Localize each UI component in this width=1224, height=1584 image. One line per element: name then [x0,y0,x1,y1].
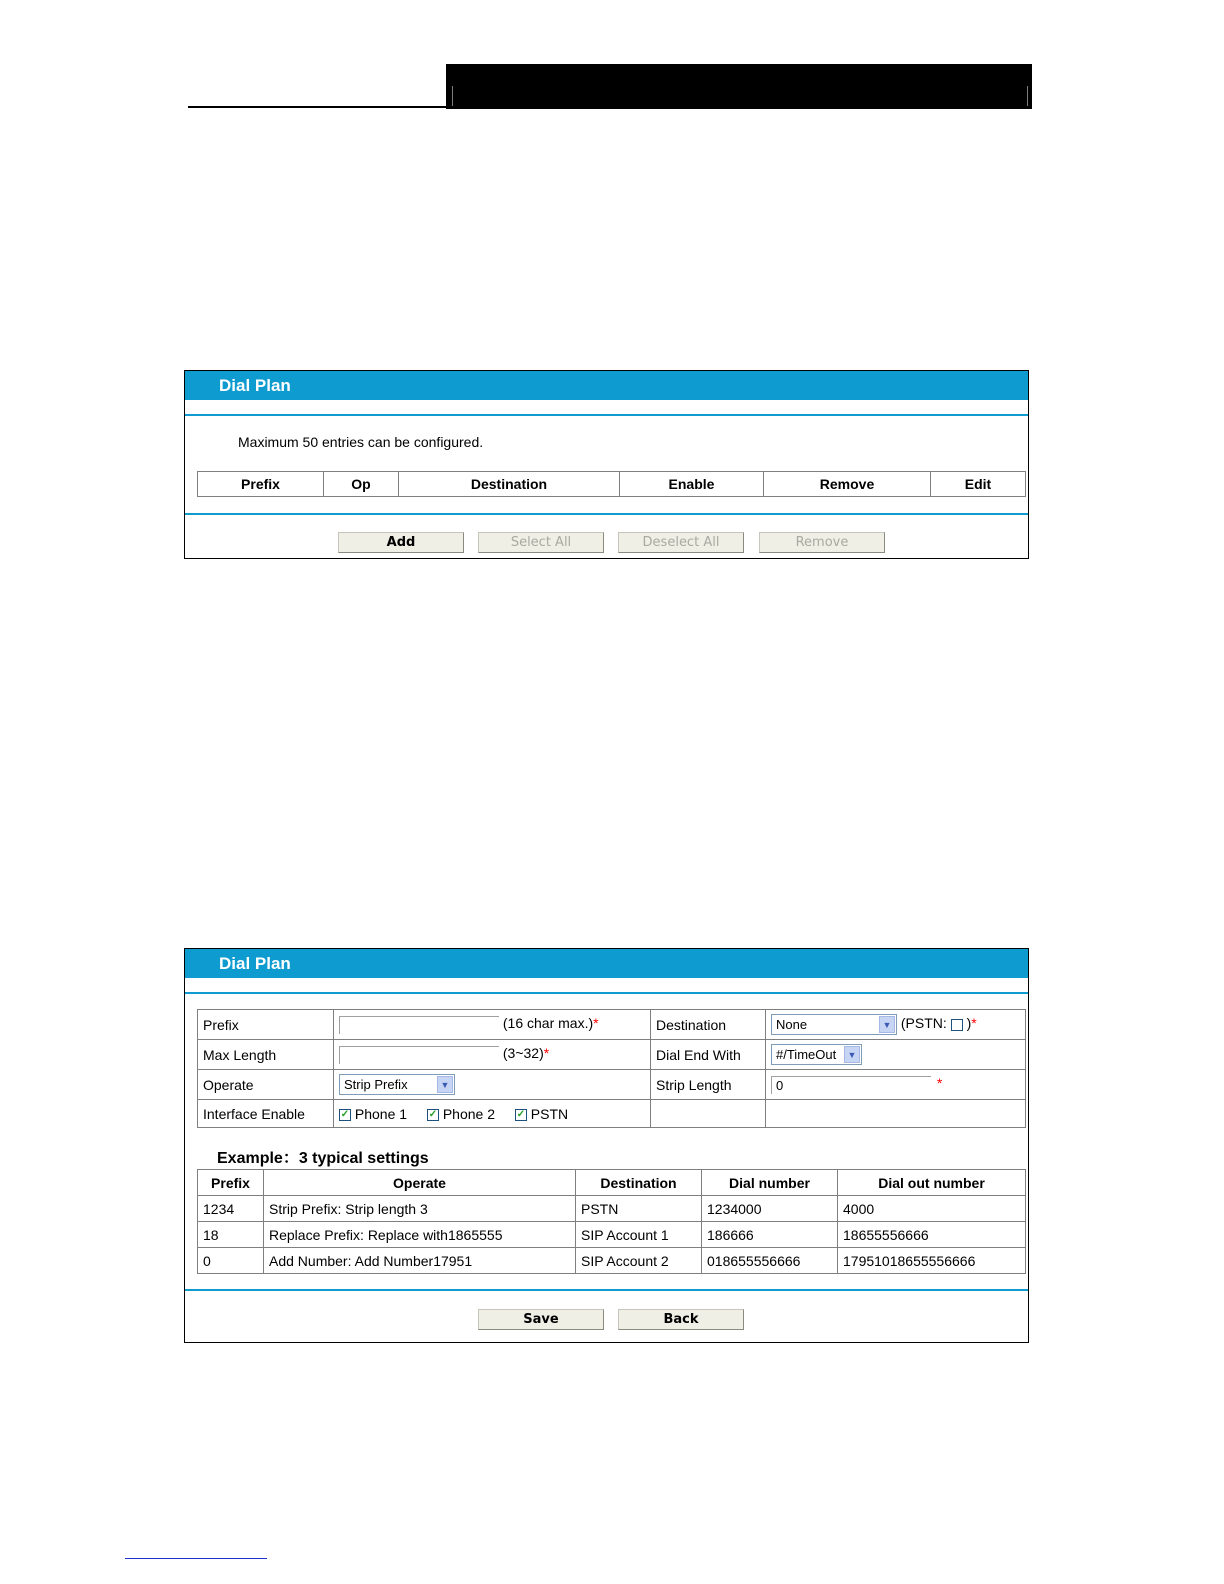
divider [185,414,1028,416]
col-edit: Edit [931,472,1026,497]
pstn-interface-label: PSTN [530,1105,569,1122]
dial-plan-list-panel [184,370,1029,559]
col-operate: Operate [264,1170,576,1196]
table-header-row [198,1170,1026,1196]
max-entries-note: Maximum 50 entries can be configured. [238,434,484,450]
operate-cell [334,1070,651,1100]
cell-dial-number: 018655556666 [702,1248,838,1274]
header-bar [446,64,1032,109]
form-row [198,1070,1026,1100]
dial-plan-edit-panel [184,948,1029,1343]
prefix-hint: (16 char max.) [502,1015,594,1032]
cell-destination: SIP Account 2 [576,1248,702,1274]
back-button[interactable]: Back [618,1309,744,1330]
phone1-label: Phone 1 [354,1105,408,1122]
col-dial-number: Dial number [702,1170,838,1196]
col-destination: Destination [399,472,620,497]
col-enable: Enable [620,472,764,497]
pstn-checkbox[interactable] [951,1019,963,1031]
destination-select[interactable] [771,1014,897,1035]
table-row [198,1248,1026,1274]
prefix-cell [334,1010,651,1040]
table-row [198,1196,1026,1222]
required-mark: * [593,1015,599,1032]
cell-dial-out-number: 4000 [838,1196,1026,1222]
divider [185,1289,1028,1291]
strip-length-label: Strip Length [651,1070,766,1100]
deselect-all-button[interactable]: Deselect All [618,532,744,553]
cell-dial-number: 1234000 [702,1196,838,1222]
required-mark: * [971,1015,977,1032]
select-all-button[interactable]: Select All [478,532,604,553]
dial-end-select[interactable] [771,1044,862,1065]
prefix-label: Prefix [198,1010,334,1040]
col-prefix: Prefix [198,1170,264,1196]
panel-title: Dial Plan [185,949,1028,978]
add-button[interactable]: Add [338,532,464,553]
col-op: Op [324,472,399,497]
interface-cell [334,1100,651,1128]
cell-destination: SIP Account 1 [576,1222,702,1248]
remove-button[interactable]: Remove [759,532,885,553]
phone1-checkbox[interactable]: ✓ [340,1108,350,1120]
destination-cell [766,1010,1026,1040]
cell-prefix: 1234 [198,1196,264,1222]
operate-select[interactable] [339,1074,455,1095]
cell-dial-out-number: 18655556666 [838,1222,1026,1248]
max-length-input[interactable] [339,1046,499,1064]
empty-cell [766,1100,1026,1128]
panel-title: Dial Plan [185,371,1028,400]
table-header-row [198,472,1026,497]
table-row [198,1222,1026,1248]
empty-cell [651,1100,766,1128]
footer-rule [125,1558,267,1559]
header-rule [188,106,448,108]
strip-length-input[interactable]: 0 [771,1076,931,1094]
phone2-label: Phone 2 [442,1105,496,1122]
example-table [197,1169,1026,1274]
dial-end-cell [766,1040,1026,1070]
max-length-cell [334,1040,651,1070]
cell-destination: PSTN [576,1196,702,1222]
cell-prefix: 0 [198,1248,264,1274]
pstn-prefix: (PSTN: [900,1015,947,1032]
divider [185,513,1028,515]
chevron-down-icon: ▼ [844,1046,860,1063]
max-length-label: Max Length [198,1040,334,1070]
cell-operate: Replace Prefix: Replace with1865555 [264,1222,576,1248]
cell-dial-out-number: 17951018655556666 [838,1248,1026,1274]
form-row [198,1040,1026,1070]
save-button[interactable]: Save [478,1309,604,1330]
interface-label: Interface Enable [198,1100,334,1128]
required-mark: * [936,1075,943,1092]
operate-label: Operate [198,1070,334,1100]
chevron-down-icon: ▼ [879,1016,895,1033]
col-prefix: Prefix [198,472,324,497]
col-destination: Destination [576,1170,702,1196]
destination-label: Destination [651,1010,766,1040]
dial-end-label: Dial End With [651,1040,766,1070]
operate-value: Strip Prefix [344,1077,408,1092]
col-dial-out-number: Dial out number [838,1170,1026,1196]
max-length-hint: (3~32) [502,1045,544,1062]
required-mark: * [543,1045,550,1062]
cell-prefix: 18 [198,1222,264,1248]
dial-plan-form [197,1009,1026,1128]
form-row [198,1100,1026,1128]
strip-length-cell [766,1070,1026,1100]
phone2-checkbox[interactable]: ✓ [428,1108,438,1120]
cell-operate: Strip Prefix: Strip length 3 [264,1196,576,1222]
form-row [198,1010,1026,1040]
chevron-down-icon: ▼ [437,1076,453,1093]
dial-plan-table [197,471,1026,497]
pstn-suffix: ) [966,1015,972,1032]
example-title: Example：3 typical settings [217,1150,429,1167]
cell-operate: Add Number: Add Number17951 [264,1248,576,1274]
divider [185,992,1028,994]
dial-end-value: #/TimeOut [776,1047,837,1062]
destination-value: None [776,1017,808,1032]
col-remove: Remove [764,472,931,497]
pstn-interface-checkbox[interactable]: ✓ [516,1108,526,1120]
prefix-input[interactable] [339,1016,499,1034]
cell-dial-number: 186666 [702,1222,838,1248]
